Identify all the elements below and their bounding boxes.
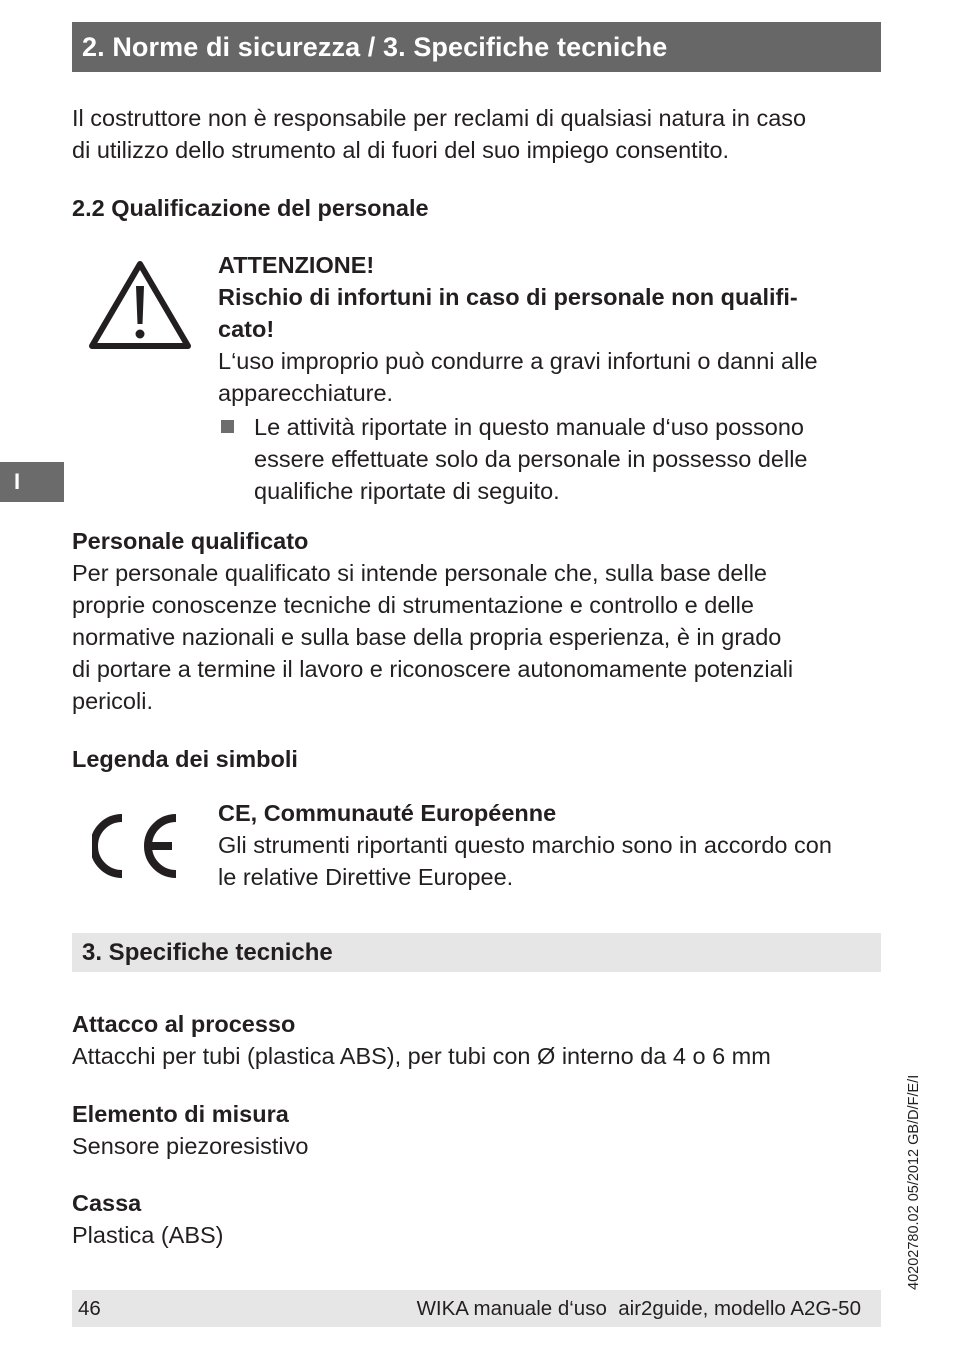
bullet-square-icon — [221, 420, 234, 433]
ce-title: CE, Communauté Européenne — [218, 800, 557, 826]
qualified-staff-heading: Personale qualificato — [72, 528, 309, 554]
ce-block — [218, 797, 883, 893]
ce-mark-icon — [92, 812, 184, 880]
specs-section-header: 3. Specifiche tecniche — [72, 933, 881, 972]
warning-title: ATTENZIONE! — [218, 252, 375, 278]
bullet-line: essere effettuate solo da personale in possesso delle — [254, 446, 808, 472]
warning-text-line: apparecchiature. — [218, 380, 394, 406]
warning-text-line: L‘uso improprio può condurre a gravi infortuni o danni alle — [218, 348, 818, 374]
intro-line: di utilizzo dello strumento al di fuori del suo impiego consentito. — [72, 137, 730, 163]
qualification-heading: 2.2 Qualificazione del personale — [72, 195, 429, 221]
warning-risk-line: Rischio di infortuni in caso di personale non qualifi- — [218, 284, 798, 310]
paragraph-line: pericoli. — [72, 688, 153, 714]
element-heading: Elemento di misura — [72, 1101, 289, 1127]
paragraph-line: di portare a termine il lavoro e riconoscere autonomamente potenziali — [72, 656, 794, 682]
page-number: 46 — [78, 1297, 101, 1320]
warning-block — [218, 249, 883, 409]
symbols-heading: Legenda dei simboli — [72, 746, 298, 772]
element-value: Sensore piezoresistivo — [72, 1133, 309, 1159]
ce-text-line: Gli strumenti riportanti questo marchio sono in accordo con — [218, 832, 832, 858]
document-code: 40202780.02 05/2012 GB/D/F/E/I — [906, 1074, 922, 1290]
warning-bullet — [218, 411, 883, 507]
footer-manual-title: WIKA manuale d‘uso air2guide, modello A2G-50 — [416, 1297, 861, 1320]
paragraph-line: Per personale qualificato si intende personale che, sulla base delle — [72, 560, 768, 586]
section-header: 2. Norme di sicurezza / 3. Specifiche tecniche — [72, 22, 881, 72]
intro-paragraph — [72, 102, 882, 166]
ce-text-line: le relative Direttive Europee. — [218, 864, 514, 890]
bullet-line: Le attività riportate in questo manuale d‘uso possono — [254, 414, 804, 440]
intro-line: Il costruttore non è responsabile per reclami di qualsiasi natura in caso — [72, 105, 807, 131]
process-heading: Attacco al processo — [72, 1011, 296, 1037]
process-value: Attacchi per tubi (plastica ABS), per tubi con Ø interno da 4 o 6 mm — [72, 1043, 771, 1069]
paragraph-line: normative nazionali e sulla base della propria esperienza, è in grado — [72, 624, 782, 650]
case-value: Plastica (ABS) — [72, 1222, 224, 1248]
bullet-line: qualifiche riportate di seguito. — [254, 478, 560, 504]
case-heading: Cassa — [72, 1190, 142, 1216]
qualified-staff-paragraph — [72, 557, 882, 717]
paragraph-line: proprie conoscenze tecniche di strumentazione e controllo e delle — [72, 592, 754, 618]
warning-risk-line: cato! — [218, 316, 275, 342]
language-tab: I — [0, 462, 64, 502]
warning-triangle-icon — [86, 256, 194, 352]
footer — [72, 1290, 881, 1327]
